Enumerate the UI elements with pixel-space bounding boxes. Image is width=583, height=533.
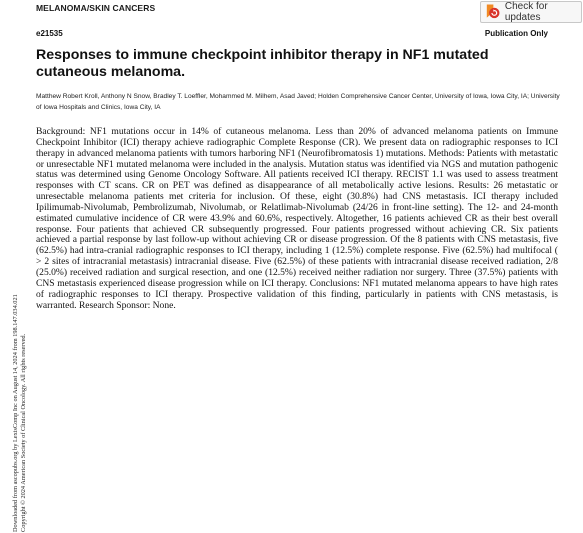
publication-type: Publication Only xyxy=(484,29,548,38)
section-label: MELANOMA/SKIN CANCERS xyxy=(36,3,156,13)
download-notice-line: Downloaded from ascopubs.org by LexisComp Inc on August 14, 2024 from 198.147.034.021 xyxy=(12,294,19,532)
abstract-number: e21535 xyxy=(36,29,63,38)
copyright-notice-line: Copyright © 2024 American Society of Clinical Oncology. All rights reserved. xyxy=(19,333,27,532)
check-for-updates-label: Check for updates xyxy=(504,1,548,23)
download-notice xyxy=(12,294,27,532)
abstract-body: Background: NF1 mutations occur in 14% of cutaneous melanoma. Less than 20% of advanced melanoma patients on Immune Checkpoint Inhibitor (ICI) therapy achieve radiographic Complete Response (CR). We present data on radiographic responses to ICI therapy in advanced melanoma patients with tumors harboring NF1 (Neurofibromatosis 1) mutations. Methods: Patients with metastatic or unresectable NF1 mutated melanoma were included in the analysis. Mutation status was identified via NGS and mutation pathogenic status was determined using Genome Oncology Software. All patients received ICI therapy. RECIST 1.1 was used to assess treatment responses with CT scans. CR on PET was defined as disappearance of all metabolically active lesions. Results: 26 metastatic or unresectable melanoma patients met criteria for inclusion. Of these, eight (30.8%) had CNS metastasis. ICI therapy included Ipilimumab-Nivolumab, Pembrolizumab, Nivolumab, or Relatlimab-Nivolumab (24/26 in front-line setting). The 12- and 24-month estimated cumulative incidence of CR were 43.9% and 60.6%, respectively. Altogether, 16 patients achieved CR as their best overall response. Four patients that achieved CR subsequently progressed. Four patients progressed without achieving CR. Six patients achieved a partial response by last follow-up without achieving CR or disease progression. Of the 8 patients with CNS metastasis, five (62.5%) had intra-cranial radiographic responses to ICI therapy, including 1 (12.5%) complete response. Five (62.5%) had multifocal ( > 2 sites of intracranial metastasis) intracranial disease. Five (62.5%) of these patients with intracranial disease received radiation, 2/8 (25.0%) received radiation and surgical resection, and one (12.5%) received neither radiation nor surgery. Three (37.5%) patients with CNS metastasis experienced disease progression while on ICI therapy. Conclusions: NF1 mutated melanoma appears to have high rates of radiographic responses to ICI therapy. Prospective validation of this finding, particularly in patients with CNS metastasis, is warranted. Research Sponsor: None. xyxy=(36,126,558,311)
author-list: Matthew Robert Kroll, Anthony N Snow, Bradley T. Loeffler, Mohammed M. Milhem, Asad Javed; Holden Comprehensive Cancer Center, University of Iowa, Iowa City, IA; University of Iowa Hospitals and Clinics, Iowa City, IA xyxy=(36,93,560,111)
bookmark-refresh-icon xyxy=(484,3,501,21)
check-for-updates-button[interactable] xyxy=(480,1,582,23)
article-title: Responses to immune checkpoint inhibitor therapy in NF1 mutated cutaneous melanoma. xyxy=(36,47,489,80)
